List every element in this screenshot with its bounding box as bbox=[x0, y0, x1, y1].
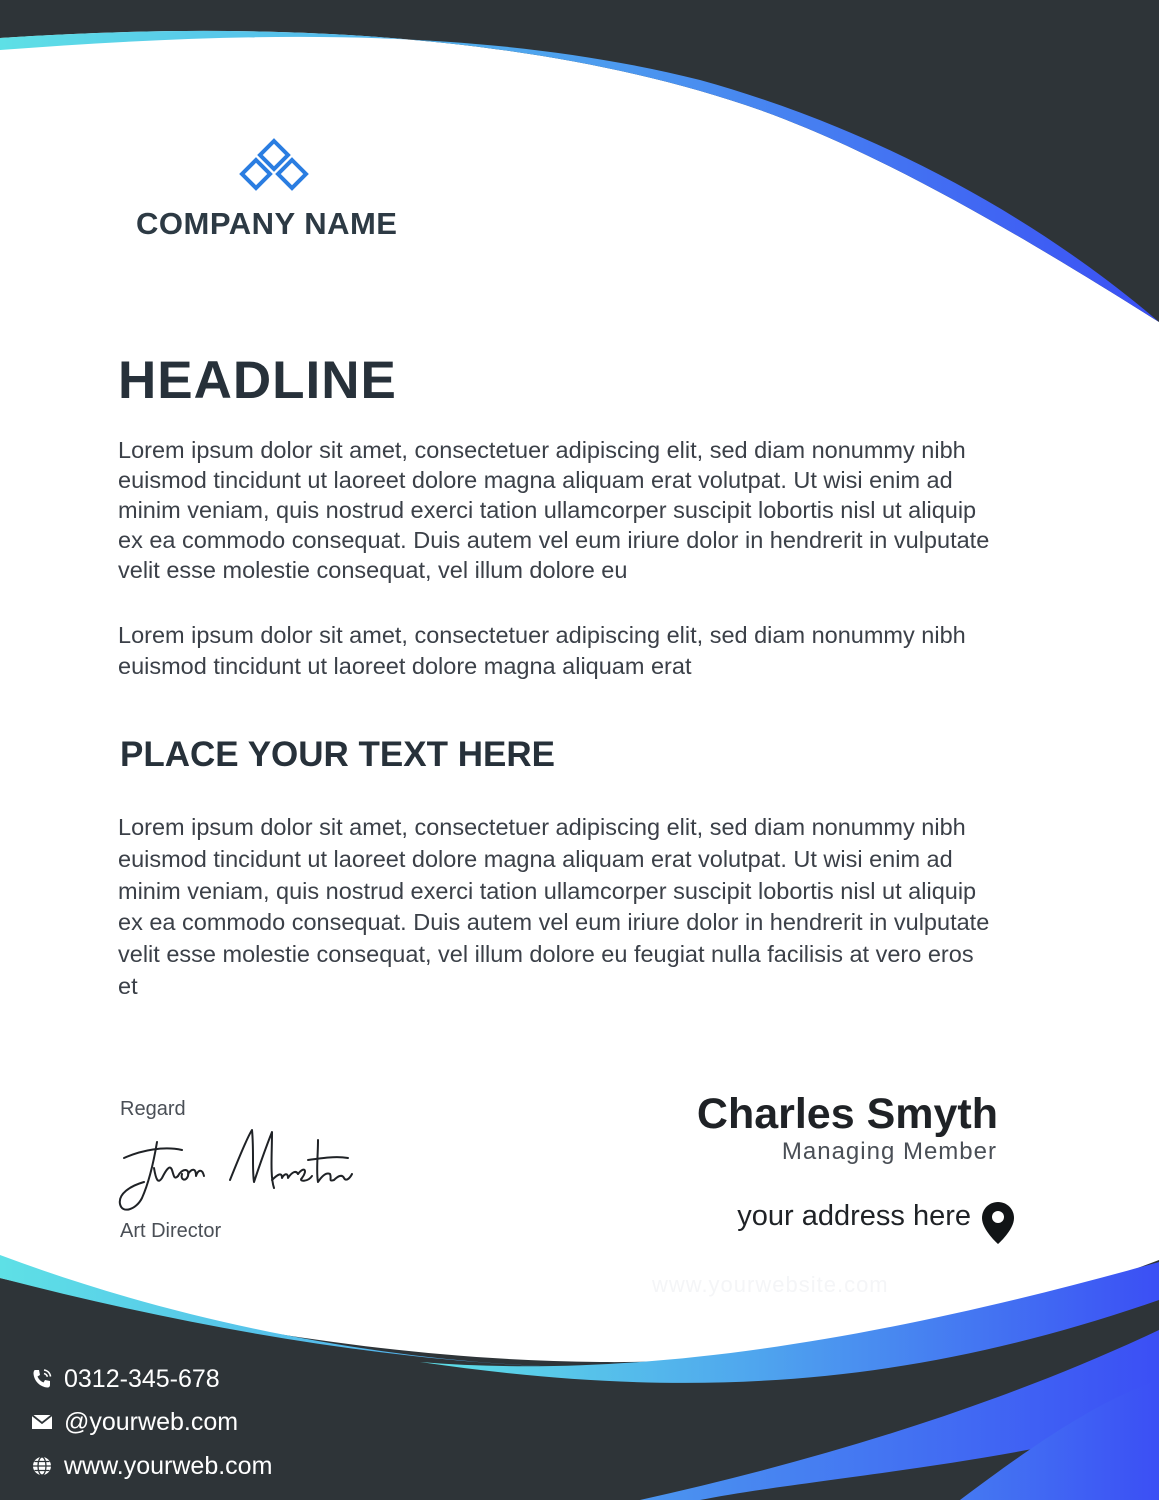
phone-number: 0312-345-678 bbox=[64, 1364, 220, 1393]
signer-role: Art Director bbox=[120, 1220, 222, 1242]
section-subheading: PLACE YOUR TEXT HERE bbox=[120, 735, 555, 774]
phone-icon bbox=[30, 1367, 54, 1391]
body-paragraph-2: Lorem ipsum dolor sit amet, consectetuer adipiscing elit, sed diam nonummy nibh euismod tincidunt ut laoreet dolore magna aliquam erat bbox=[118, 622, 966, 679]
body-paragraph-3: Lorem ipsum dolor sit amet, consectetuer adipiscing elit, sed diam nonummy nibh euismod tincidunt ut laoreet dolore magna aliquam erat volutpat. Ut wisi enim ad minim veniam, quis nostrud exerci tation ullamcorper suscipit lobortis nisl ut aliquip ex ea commodo consequat. Duis autem vel eum iriure dolor in hendrerit in vulputate velit esse molestie consequat, vel illum dolore eu feugiat nulla facilisis at vero eros et bbox=[118, 814, 990, 999]
website-url: www.yourweb.com bbox=[64, 1451, 273, 1480]
faded-website-text: www.yourwebsite.com bbox=[652, 1272, 889, 1297]
email-address: @yourweb.com bbox=[64, 1407, 239, 1436]
diamond-logo-icon bbox=[233, 138, 315, 198]
body-paragraph-1: Lorem ipsum dolor sit amet, consectetuer adipiscing elit, sed diam nonummy nibh euismod tincidunt ut laoreet dolore magna aliquam erat volutpat. Ut wisi enim ad minim veniam, quis nostrud exerci tation ullamcorper suscipit lobortis nisl ut aliquip ex ea commodo consequat. Duis autem vel eum iriure dolor in hendrerit in vulputate velit esse molestie consequat, vel illum dolore eu bbox=[118, 437, 990, 583]
footer-email[interactable] bbox=[30, 1405, 238, 1439]
email-icon bbox=[30, 1410, 54, 1434]
regard-label: Regard bbox=[120, 1098, 186, 1120]
footer-phone[interactable] bbox=[30, 1362, 220, 1396]
company-name: COMPANY NAME bbox=[136, 206, 398, 241]
globe-icon bbox=[30, 1454, 54, 1478]
sender-title: Managing Member bbox=[781, 1138, 997, 1165]
sender-address: your address here bbox=[737, 1200, 971, 1232]
location-pin-icon bbox=[980, 1200, 1016, 1246]
signature-image bbox=[112, 1120, 357, 1220]
sender-name: Charles Smyth bbox=[696, 1090, 998, 1138]
footer-website[interactable] bbox=[30, 1449, 272, 1483]
top-dark-band bbox=[0, 0, 1159, 322]
page-headline: HEADLINE bbox=[118, 351, 397, 410]
